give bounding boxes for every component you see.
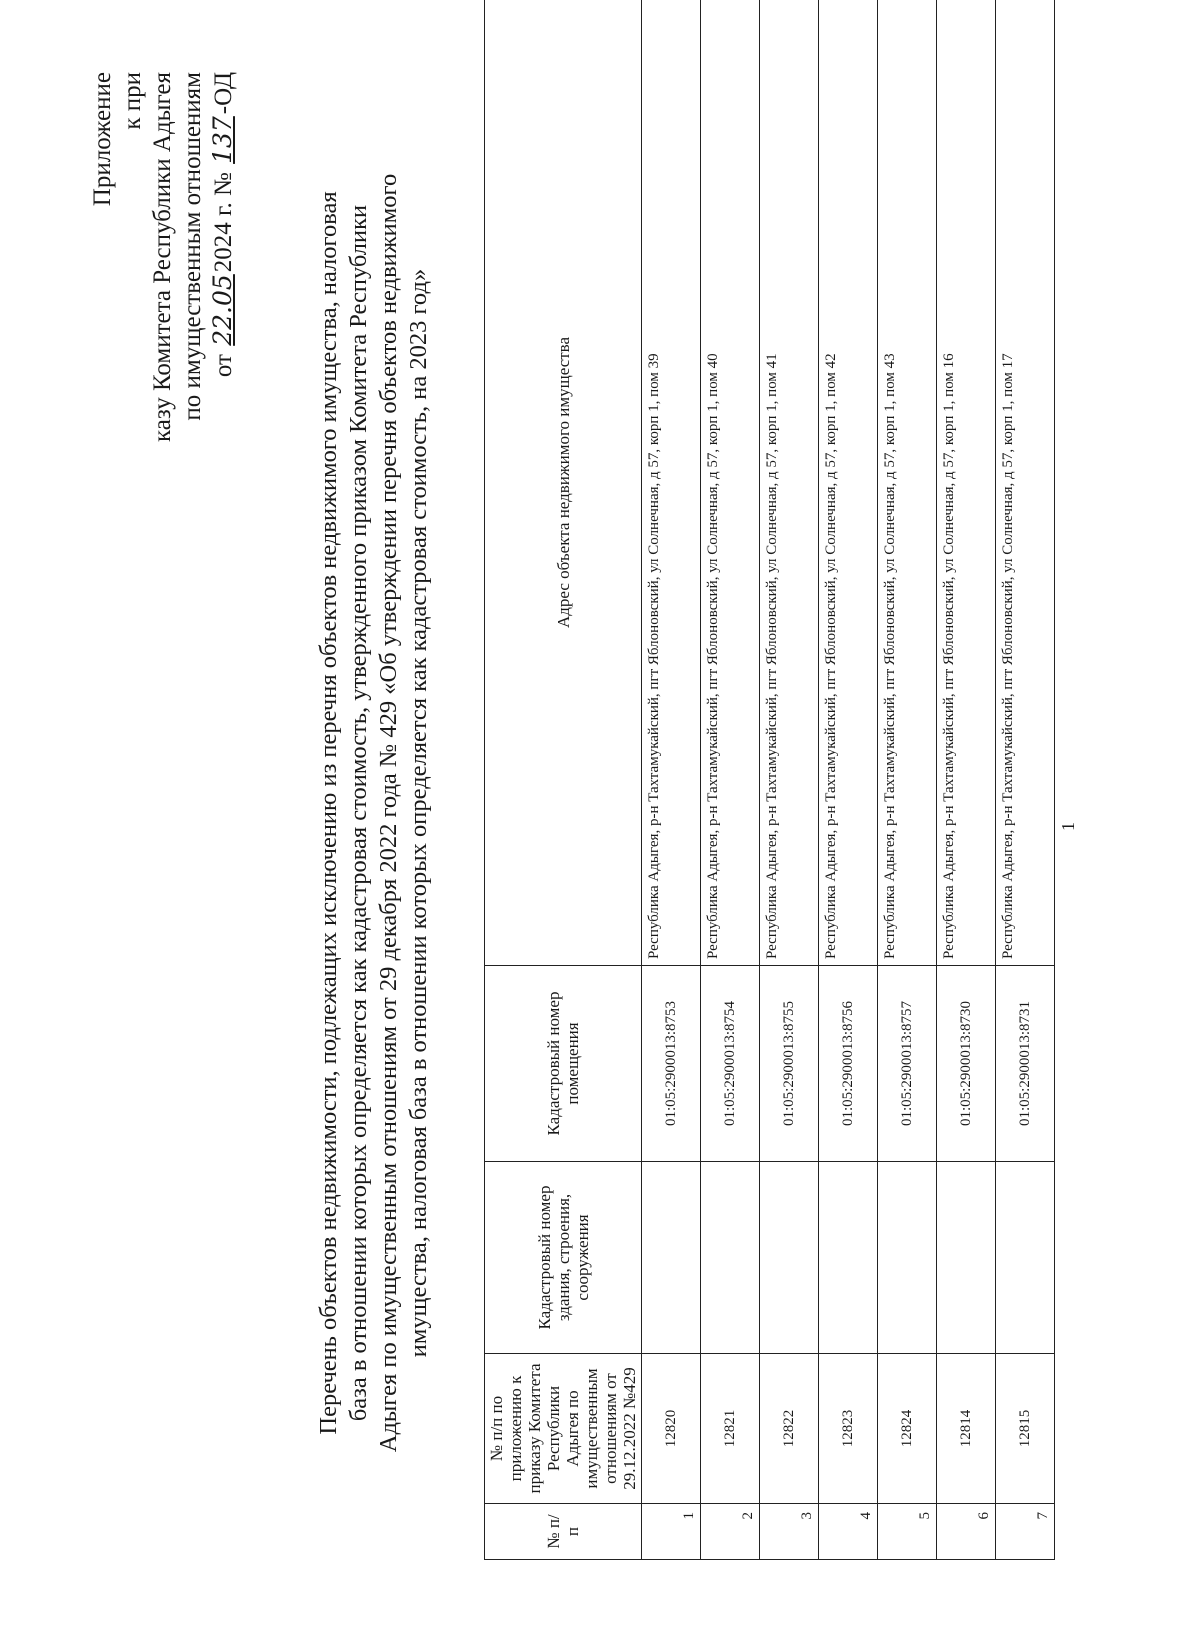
appendix-number-cell: 12824: [878, 1354, 937, 1504]
building-cadastral-cell: [937, 1162, 996, 1354]
premise-cadastral-cell: 01:05:2900013:8755: [760, 966, 819, 1162]
address-cell: Республика Адыгея, р-н Тахтамукайский, пгт Яблоновский, ул Солнечная, д 57, корп 1, пом 43: [878, 0, 937, 966]
row-number-cell: 3: [760, 1504, 819, 1560]
title-line-4: имущества, налоговая база в отношении которых определяется как кадастровая стоимость, на 2023 год»: [405, 268, 432, 1358]
address-cell: Республика Адыгея, р-н Тахтамукайский, пгт Яблоновский, ул Солнечная, д 57, корп 1, пом 40: [701, 0, 760, 966]
row-number-cell: 1: [642, 1504, 701, 1560]
header-premise-cadastral: Кадастровый номер помещения: [485, 966, 642, 1162]
table-header-row: [485, 0, 642, 1560]
address-cell: Республика Адыгея, р-н Тахтамукайский, пгт Яблоновский, ул Солнечная, д 57, корп 1, пом 42: [819, 0, 878, 966]
appendix-number-cell: 12821: [701, 1354, 760, 1504]
address-cell: Республика Адыгея, р-н Тахтамукайский, пгт Яблоновский, ул Солнечная, д 57, корп 1, пом 41: [760, 0, 819, 966]
row-number-cell: 6: [937, 1504, 996, 1560]
row-number-cell: 7: [996, 1504, 1055, 1560]
header-row-number: № п/п: [485, 1504, 642, 1560]
page-number: 1: [1058, 822, 1078, 831]
order-number: 137: [208, 116, 237, 164]
appendix-number-cell: 12815: [996, 1354, 1055, 1504]
header-building-cadastral: Кадастровый номер здания, строения, сооружения: [485, 1162, 642, 1354]
premise-cadastral-cell: 01:05:2900013:8730: [937, 966, 996, 1162]
document-title: [314, 80, 434, 1546]
appendix-number-cell: 12822: [760, 1354, 819, 1504]
address-cell: Республика Адыгея, р-н Тахтамукайский, пгт Яблоновский, ул Солнечная, д 57, корп 1, пом 39: [642, 0, 701, 966]
appendix-number-cell: 12823: [819, 1354, 878, 1504]
order-date-prefix: от: [210, 354, 237, 378]
table-row: [819, 0, 878, 1560]
appendix-line-2: к при: [119, 72, 146, 130]
order-suffix: -ОД: [210, 72, 237, 115]
appendix-number-cell: 12814: [937, 1354, 996, 1504]
title-line-1: Перечень объектов недвижимости, подлежащих исключению из перечня объектов недвижимого имущества, налоговая: [315, 191, 342, 1435]
address-cell: Республика Адыгея, р-н Тахтамукайский, пгт Яблоновский, ул Солнечная, д 57, корп 1, пом 17: [996, 0, 1055, 966]
address-cell: Республика Адыгея, р-н Тахтамукайский, пгт Яблоновский, ул Солнечная, д 57, корп 1, пом 16: [937, 0, 996, 966]
property-table: [484, 0, 1055, 1560]
building-cadastral-cell: [760, 1162, 819, 1354]
building-cadastral-cell: [878, 1162, 937, 1354]
order-date-mid: 2024 г. №: [210, 172, 237, 273]
appendix-line-5: [208, 72, 239, 442]
building-cadastral-cell: [701, 1162, 760, 1354]
building-cadastral-cell: [642, 1162, 701, 1354]
title-line-3: Адыгея по имущественным отношениям от 29 декабря 2022 года № 429 «Об утверждении перечня объектов недвижимого: [375, 173, 402, 1453]
premise-cadastral-cell: 01:05:2900013:8753: [642, 966, 701, 1162]
title-line-2: база в отношении которых определяется как кадастровая стоимость, утвержденного приказом Комитета Республики: [345, 204, 372, 1422]
premise-cadastral-cell: 01:05:2900013:8756: [819, 966, 878, 1162]
table-row: [996, 0, 1055, 1560]
header-address: Адрес объекта недвижимого имущества: [485, 0, 642, 966]
table-row: [760, 0, 819, 1560]
premise-cadastral-cell: 01:05:2900013:8731: [996, 966, 1055, 1162]
appendix-line-1: Приложение: [89, 72, 116, 207]
appendix-header: [88, 72, 239, 442]
table-row: [642, 0, 701, 1560]
table-row: [701, 0, 760, 1560]
table-row: [937, 0, 996, 1560]
row-number-cell: 4: [819, 1504, 878, 1560]
premise-cadastral-cell: 01:05:2900013:8757: [878, 966, 937, 1162]
building-cadastral-cell: [996, 1162, 1055, 1354]
header-appendix-number: № п/п по приложению к приказу Комитета Республики Адыгея по имущественным отношениям от 29.12.2022 №429: [485, 1354, 642, 1504]
appendix-line-4: по имущественным отношениям: [179, 72, 206, 421]
premise-cadastral-cell: 01:05:2900013:8754: [701, 966, 760, 1162]
row-number-cell: 5: [878, 1504, 937, 1560]
order-date: 22.05: [208, 274, 237, 346]
appendix-line-3: казу Комитета Республики Адыгея: [149, 72, 176, 442]
row-number-cell: 2: [701, 1504, 760, 1560]
building-cadastral-cell: [819, 1162, 878, 1354]
appendix-number-cell: 12820: [642, 1354, 701, 1504]
table-row: [878, 0, 937, 1560]
